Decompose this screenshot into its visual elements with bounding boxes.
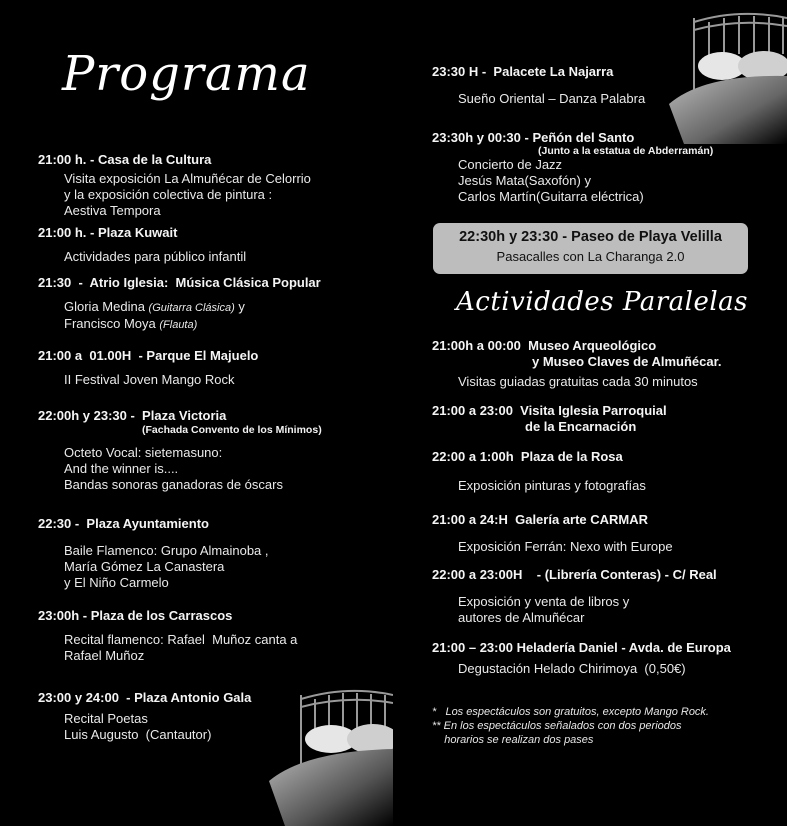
highlight-heading: 22:30h y 23:30 - Paseo de Playa Velilla [459,229,722,245]
event-line: Actividades para público infantil [64,249,247,264]
event-line: Exposición Ferrán: Nexo with Europe [458,539,673,554]
event-iglesia-parroquial [432,403,667,435]
event-line: Sueño Oriental – Danza Palabra [458,91,646,106]
event-line: Jesús Mata(Saxofón) y [458,173,591,188]
event-line: y El Niño Carmelo [64,575,169,590]
bed-illustration-top [664,4,787,144]
event-heladeria [432,640,731,677]
event-heading: 21:00 a 01.00H - Parque El Majuelo [38,348,259,363]
footnotes [432,705,709,747]
event-line: Bandas sonoras ganadoras de óscars [64,477,283,492]
event-line: Recital Poetas [64,711,148,726]
event-line: Visita exposición La Almuñécar de Celorrio [64,171,311,186]
event-plaza-victoria [38,408,322,493]
event-plaza-antonio-gala [38,690,251,743]
event-galeria-carmar [432,512,673,555]
event-museo [432,338,722,390]
event-heading-cont: y Museo Claves de Almuñécar. [532,354,722,369]
event-heading: 21:00 a 24:H Galería arte CARMAR [432,512,649,527]
footnote: ** En los espectáculos señalados con dos periodos [432,720,682,732]
event-atrio-iglesia [38,275,321,333]
event-libreria [432,567,717,626]
event-heading: 21:00 – 23:00 Heladería Daniel - Avda. de Europa [432,640,731,655]
event-line: Luis Augusto (Cantautor) [64,727,212,742]
event-plaza-rosa [432,449,646,494]
event-line: Exposición y venta de libros y [458,594,630,609]
event-heading: 22:00 a 23:00H - (Librería Conteras) - C/ Real [432,567,717,582]
event-line: Concierto de Jazz [458,157,563,172]
event-heading: 21:00h a 00:00 Museo Arqueológico [432,338,657,353]
event-heading: 21:00 a 23:00 Visita Iglesia Parroquial [432,403,667,418]
event-line: And the winner is.... [64,461,179,476]
event-heading: 23:00 y 24:00 - Plaza Antonio Gala [38,690,252,705]
highlight-line: Pasacalles con La Charanga 2.0 [496,249,685,264]
event-plaza-kuwait [38,225,246,265]
event-heading: 22:00h y 23:30 - Plaza Victoria [38,408,227,423]
event-heading: 23:00h - Plaza de los Carrascos [38,608,233,623]
event-parque-majuelo [38,348,258,388]
event-heading: 21:00 h. - Plaza Kuwait [38,225,178,240]
event-line: autores de Almuñécar [458,610,585,625]
event-heading: 21:00 h. - Casa de la Cultura [38,152,212,167]
event-heading: 21:30 - Atrio Iglesia: Música Clásica Popular [38,275,321,290]
event-line: Rafael Muñoz [64,648,145,663]
section-title-parallel: Actividades Paralelas [456,287,749,317]
event-line: Francisco Moya (Flauta) [64,316,198,331]
event-heading-cont: de la Encarnación [525,419,637,434]
footnote: horarios se realizan dos pases [432,734,594,746]
event-line: Aestiva Tempora [64,203,161,218]
event-penon-santo [432,130,713,205]
event-note: (Junto a la estatua de Abderramán) [538,145,714,157]
event-line: Visitas guiadas gratuitas cada 30 minutos [458,374,698,389]
event-line: Degustación Helado Chirimoya (0,50€) [458,661,686,676]
event-line: Exposición pinturas y fotografías [458,478,646,493]
event-line: II Festival Joven Mango Rock [64,372,235,387]
event-plaza-ayuntamiento [38,516,269,591]
event-line: Recital flamenco: Rafael Muñoz canta a [64,632,298,647]
event-line: Baile Flamenco: Grupo Almainoba , [64,543,269,558]
page-title: Programa [62,46,311,102]
event-line: Carlos Martín(Guitarra eléctrica) [458,189,644,204]
event-note: (Fachada Convento de los Mínimos) [142,424,322,436]
event-palacete-najarra [432,64,645,107]
event-line: Octeto Vocal: sietemasuno: [64,445,223,460]
event-heading: 22:00 a 1:00h Plaza de la Rosa [432,449,623,464]
highlight-event-box [433,223,748,274]
event-heading: 23:30 H - Palacete La Najarra [432,64,614,79]
bed-illustration-bottom [265,683,393,826]
event-heading: 23:30h y 00:30 - Peñón del Santo [432,130,635,145]
event-line: María Gómez La Canastera [64,559,225,574]
event-line: y la exposición colectiva de pintura : [64,187,273,202]
event-casa-cultura [38,152,311,219]
event-line: Gloria Medina (Guitarra Clásica) y [64,299,245,314]
event-plaza-carrascos [38,608,297,664]
event-heading: 22:30 - Plaza Ayuntamiento [38,516,209,531]
footnote: * Los espectáculos son gratuitos, excepto Mango Rock. [432,706,709,718]
